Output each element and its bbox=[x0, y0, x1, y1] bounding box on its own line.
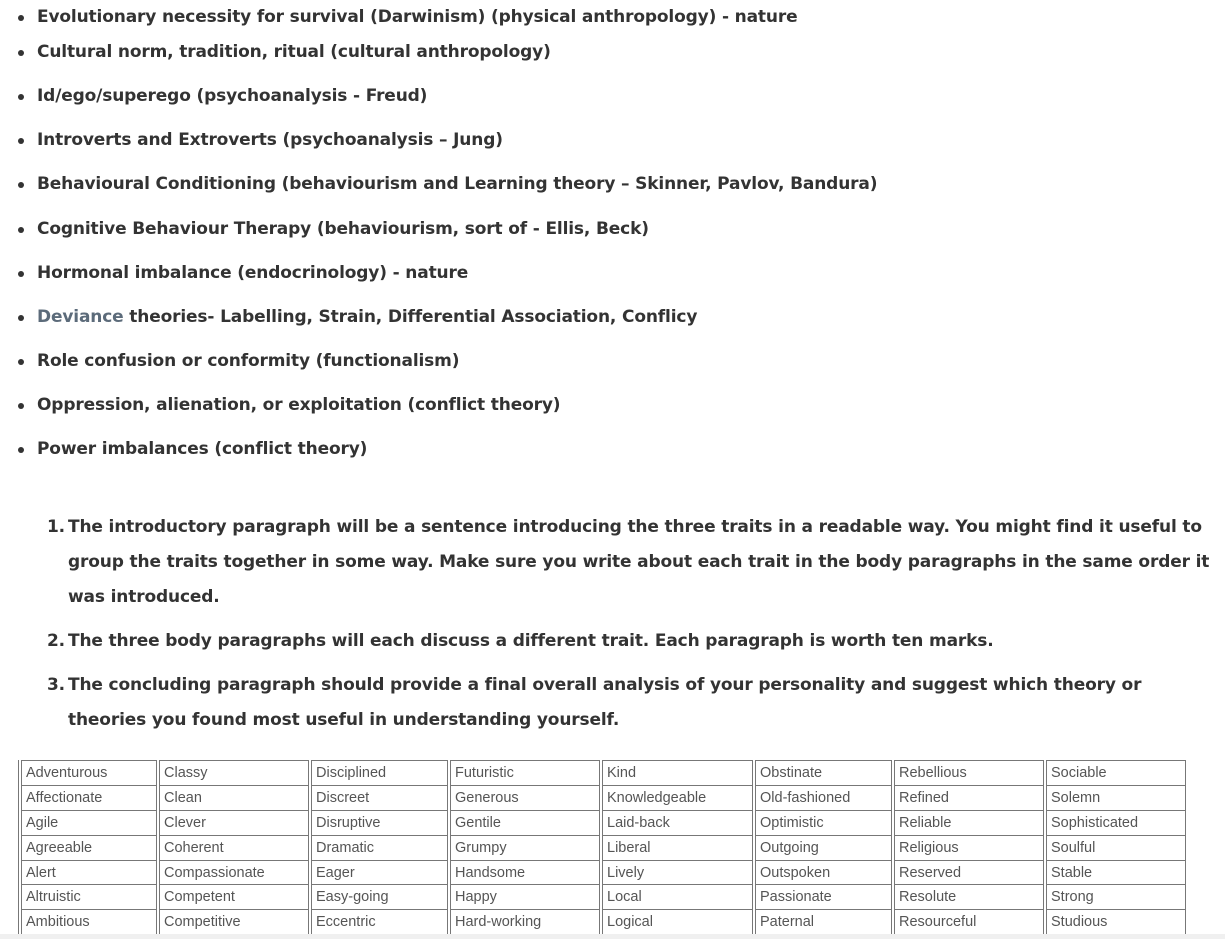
trait-cell: Adventurous bbox=[20, 761, 158, 786]
horizontal-scrollbar[interactable] bbox=[0, 934, 1225, 939]
theory-item: Cognitive Behaviour Therapy (behaviourism, sort of - Ellis, Beck) bbox=[37, 219, 649, 239]
trait-cell: Agreeable bbox=[20, 835, 158, 860]
trait-cell: Competent bbox=[158, 885, 310, 910]
trait-cell: Coherent bbox=[158, 835, 310, 860]
step-item: 1. The introductory paragraph will be a sentence introducing the three traits in a readable way. You might find it useful to group the traits together in some way. Make sure you write about each trait in the body paragraphs in the same order it was introduced. bbox=[47, 517, 1210, 607]
trait-cell: Sophisticated bbox=[1045, 810, 1186, 835]
trait-cell: Handsome bbox=[449, 860, 601, 885]
trait-cell: Outspoken bbox=[754, 860, 893, 885]
trait-cell: Eccentric bbox=[310, 910, 449, 935]
theory-item: Behavioural Conditioning (behaviourism and Learning theory – Skinner, Pavlov, Bandura) bbox=[37, 174, 878, 194]
table-row bbox=[20, 860, 1186, 885]
trait-cell: Gentile bbox=[449, 810, 601, 835]
trait-cell: Resolute bbox=[893, 885, 1045, 910]
trait-cell: Kind bbox=[601, 761, 754, 786]
trait-cell: Outgoing bbox=[754, 835, 893, 860]
theory-item: Role confusion or conformity (functionalism) bbox=[37, 351, 460, 371]
trait-cell: Old-fashioned bbox=[754, 785, 893, 810]
trait-cell: Refined bbox=[893, 785, 1045, 810]
trait-cell: Competitive bbox=[158, 910, 310, 935]
table-row bbox=[20, 885, 1186, 910]
trait-cell: Classy bbox=[158, 761, 310, 786]
trait-cell: Eager bbox=[310, 860, 449, 885]
trait-cell: Affectionate bbox=[20, 785, 158, 810]
trait-cell: Clean bbox=[158, 785, 310, 810]
trait-cell: Obstinate bbox=[754, 761, 893, 786]
table-row bbox=[20, 785, 1186, 810]
trait-cell: Discreet bbox=[310, 785, 449, 810]
trait-cell: Solemn bbox=[1045, 785, 1186, 810]
trait-cell: Sociable bbox=[1045, 761, 1186, 786]
trait-cell: Soulful bbox=[1045, 835, 1186, 860]
theory-item: Id/ego/superego (psychoanalysis - Freud) bbox=[37, 86, 428, 106]
trait-cell: Happy bbox=[449, 885, 601, 910]
trait-cell: Clever bbox=[158, 810, 310, 835]
table-row bbox=[20, 810, 1186, 835]
trait-cell: Generous bbox=[449, 785, 601, 810]
trait-cell: Ambitious bbox=[20, 910, 158, 935]
trait-cell: Resourceful bbox=[893, 910, 1045, 935]
theory-item: Evolutionary necessity for survival (Darwinism) (physical anthropology) - nature bbox=[37, 7, 798, 27]
trait-cell: Passionate bbox=[754, 885, 893, 910]
theory-item: Introverts and Extroverts (psychoanalysis – Jung) bbox=[37, 130, 503, 150]
trait-cell: Local bbox=[601, 885, 754, 910]
trait-cell: Grumpy bbox=[449, 835, 601, 860]
table-row bbox=[20, 910, 1186, 935]
trait-cell: Futuristic bbox=[449, 761, 601, 786]
trait-cell: Hard-working bbox=[449, 910, 601, 935]
step-item: 3. The concluding paragraph should provide a final overall analysis of your personality and suggest which theory or theories you found most useful in understanding yourself. bbox=[47, 675, 1142, 730]
trait-cell: Paternal bbox=[754, 910, 893, 935]
trait-cell: Stable bbox=[1045, 860, 1186, 885]
traits-table bbox=[18, 760, 1186, 935]
trait-cell: Studious bbox=[1045, 910, 1186, 935]
trait-cell: Easy-going bbox=[310, 885, 449, 910]
trait-cell: Compassionate bbox=[158, 860, 310, 885]
trait-cell: Liberal bbox=[601, 835, 754, 860]
trait-cell: Religious bbox=[893, 835, 1045, 860]
trait-cell: Logical bbox=[601, 910, 754, 935]
theory-item: Hormonal imbalance (endocrinology) - nature bbox=[37, 263, 469, 283]
trait-cell: Lively bbox=[601, 860, 754, 885]
theory-item: Power imbalances (conflict theory) bbox=[37, 439, 368, 459]
trait-cell: Strong bbox=[1045, 885, 1186, 910]
trait-cell: Alert bbox=[20, 860, 158, 885]
trait-cell: Optimistic bbox=[754, 810, 893, 835]
trait-cell: Laid-back bbox=[601, 810, 754, 835]
theory-item: Deviance theories- Labelling, Strain, Differential Association, Conflicy bbox=[37, 307, 698, 327]
trait-cell: Reserved bbox=[893, 860, 1045, 885]
trait-cell: Disciplined bbox=[310, 761, 449, 786]
theory-item: Oppression, alienation, or exploitation (conflict theory) bbox=[37, 395, 561, 415]
trait-cell: Reliable bbox=[893, 810, 1045, 835]
table-row bbox=[20, 761, 1186, 786]
trait-cell: Disruptive bbox=[310, 810, 449, 835]
trait-cell: Altruistic bbox=[20, 885, 158, 910]
deviance-link[interactable]: Deviance bbox=[37, 307, 124, 327]
trait-cell: Rebellious bbox=[893, 761, 1045, 786]
trait-cell: Agile bbox=[20, 810, 158, 835]
trait-cell: Knowledgeable bbox=[601, 785, 754, 810]
table-row bbox=[20, 835, 1186, 860]
trait-cell: Dramatic bbox=[310, 835, 449, 860]
theory-item: Cultural norm, tradition, ritual (cultural anthropology) bbox=[37, 42, 551, 62]
step-item: 2. The three body paragraphs will each discuss a different trait. Each paragraph is worth ten marks. bbox=[47, 631, 994, 651]
